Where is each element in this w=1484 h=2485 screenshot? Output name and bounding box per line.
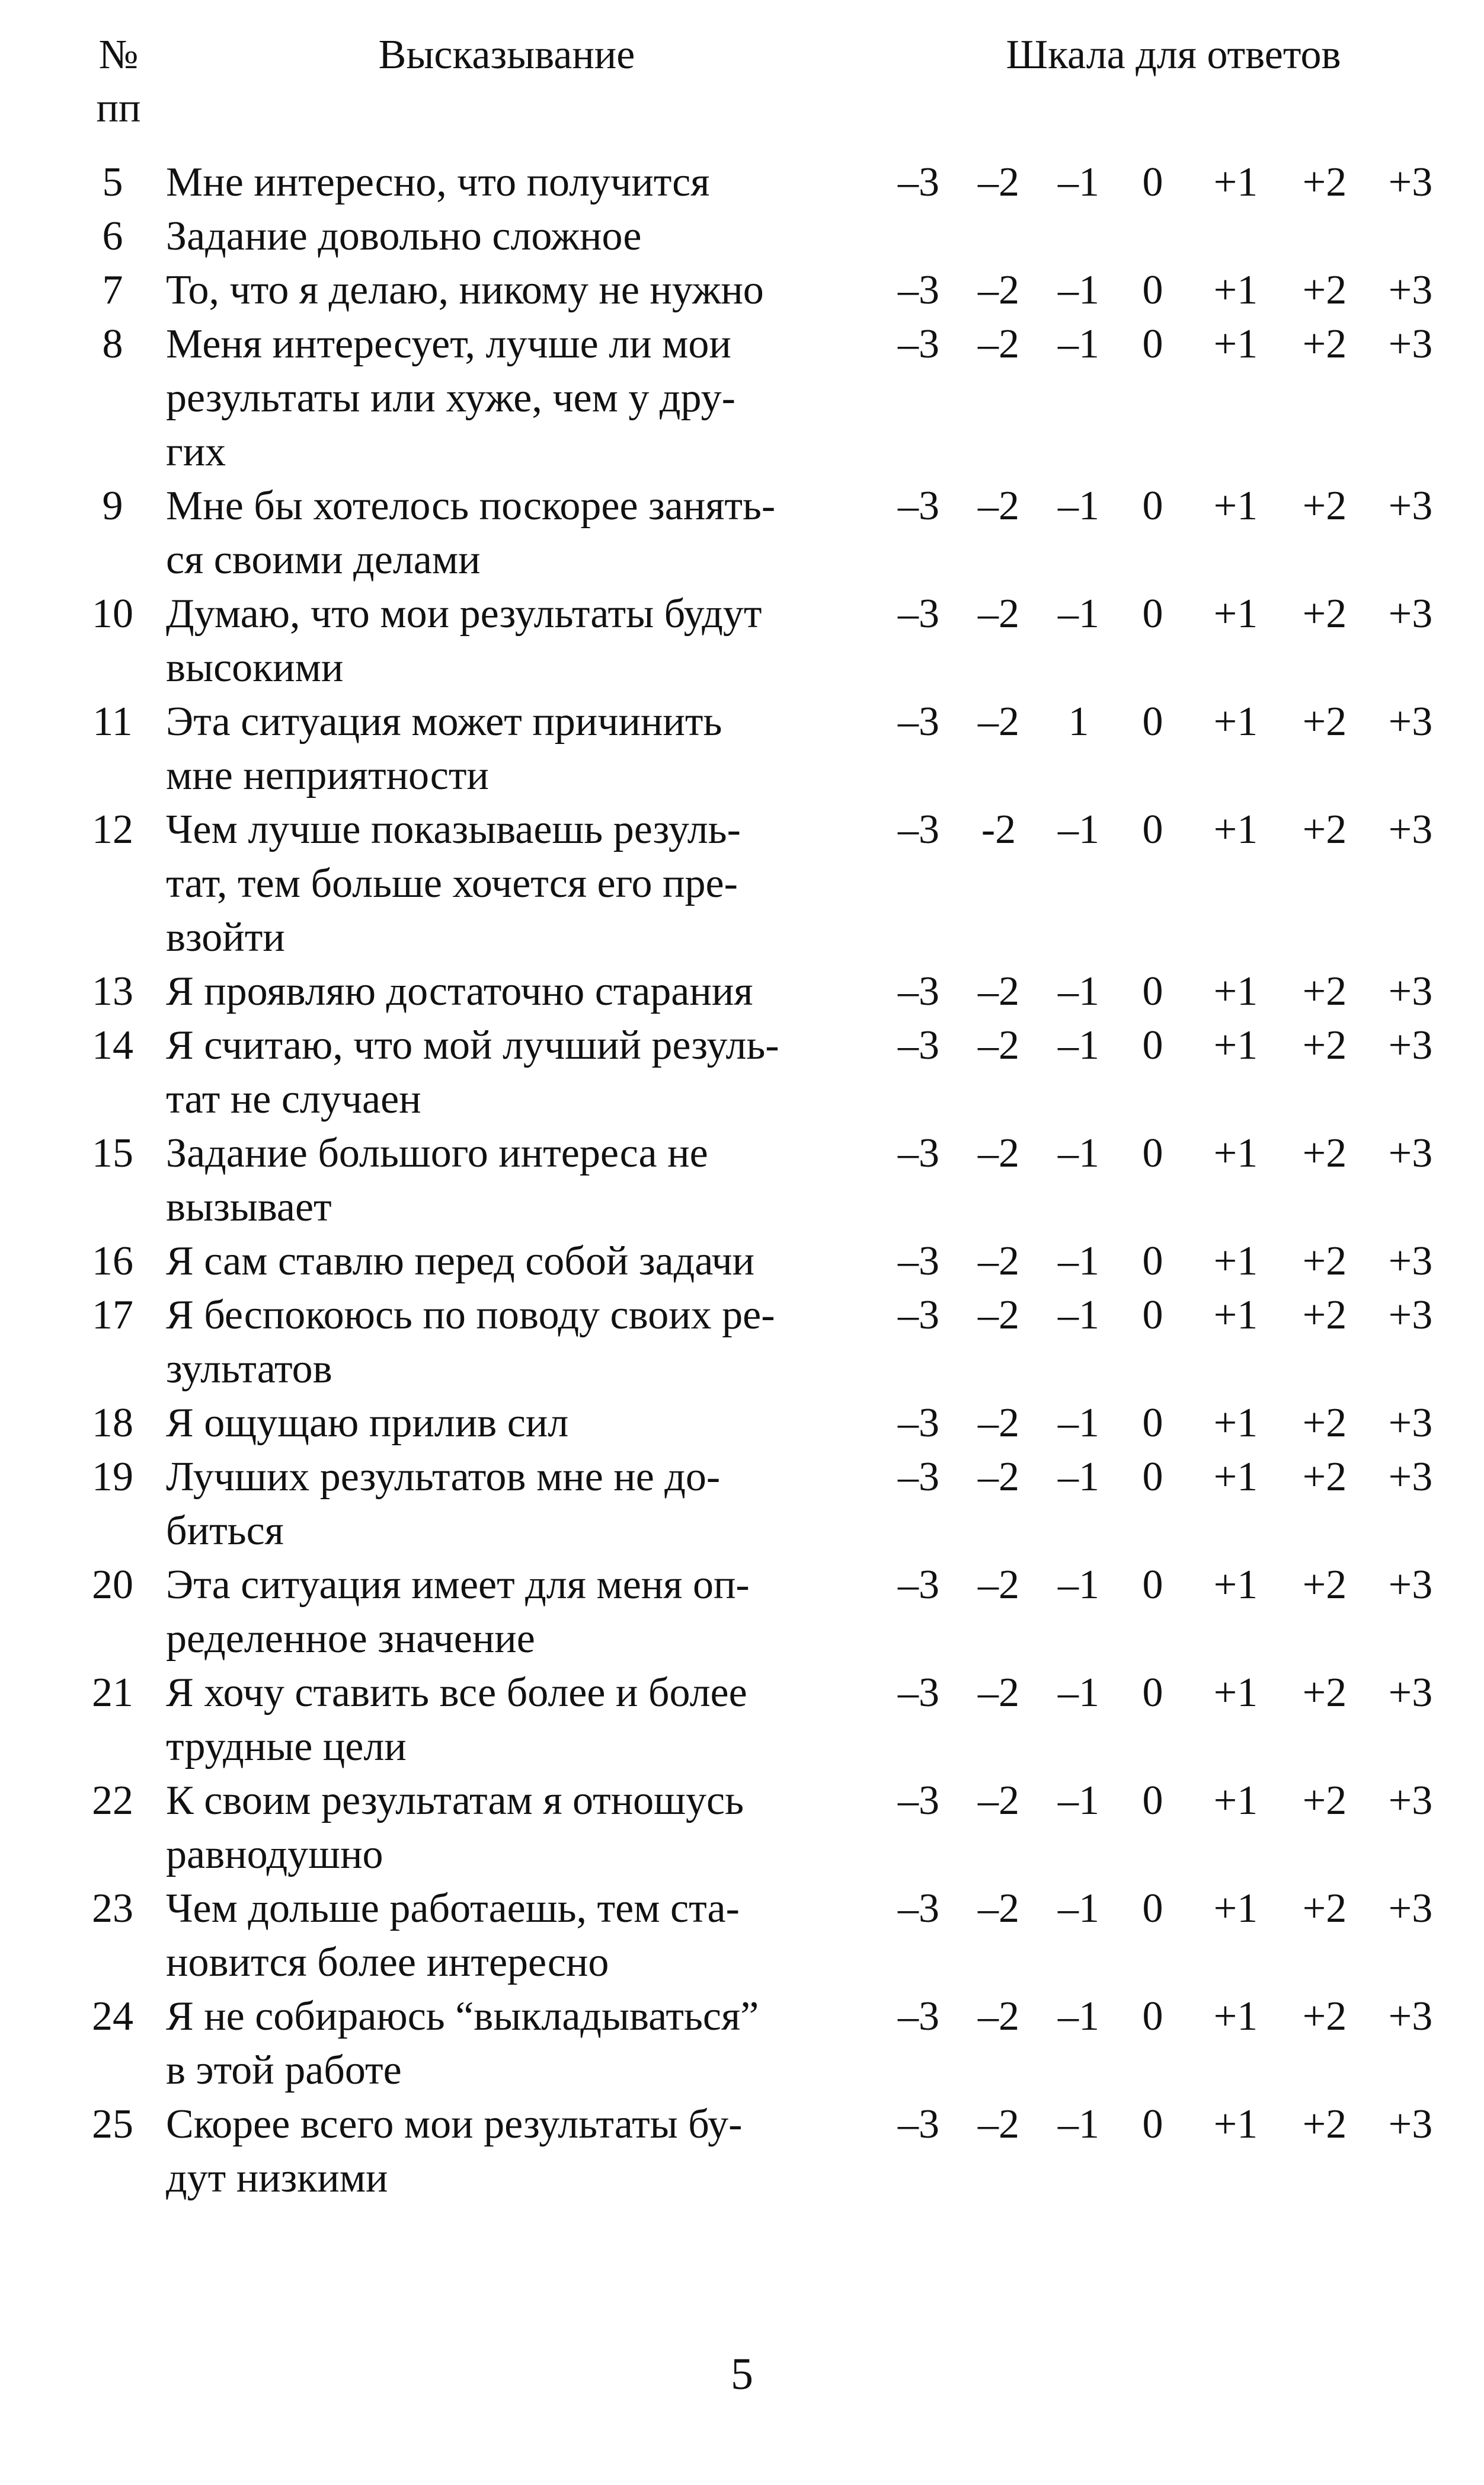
statement-text [166,479,847,587]
statement-text [166,1126,847,1234]
scale-value[interactable]: 0 [1142,807,1163,852]
response-scale [898,263,1440,317]
statement-line: Скорее всего мои результаты бу- [166,2101,743,2147]
scale-value[interactable]: –1 [1058,969,1099,1014]
statement-row [0,1018,1484,1126]
statement-line: Эта ситуация имеет для меня оп- [166,1562,750,1608]
scale-value[interactable]: –2 [978,1023,1019,1068]
scale-value[interactable]: +2 [1302,2101,1347,2147]
statement-line: результаты или хуже, чем у дру- [166,375,735,421]
response-scale [898,587,1440,641]
statement-line: Я ощущаю прилив сил [166,1400,569,1446]
scale-value[interactable]: +3 [1388,1778,1433,1823]
statement-line: биться [166,1508,284,1554]
statement-number: 15 [92,1130,133,1176]
scale-value[interactable]: –3 [898,1886,939,1931]
scale-value[interactable]: –3 [898,1400,939,1446]
scale-value[interactable]: –3 [898,267,939,313]
statement-line: взойти [166,915,285,960]
scale-value[interactable]: 0 [1142,591,1163,637]
scale-value[interactable]: +1 [1213,1670,1258,1716]
scale-value[interactable]: –1 [1058,1238,1099,1284]
response-scale [898,479,1440,533]
scale-value[interactable]: –2 [978,321,1019,367]
scale-value[interactable]: –1 [1058,483,1099,529]
scale-value[interactable]: 0 [1142,267,1163,313]
scale-value[interactable]: +2 [1302,1130,1347,1176]
statement-text [166,695,847,803]
statement-line: Мне интересно, что получится [166,159,710,205]
statement-text [166,1234,847,1288]
scale-value[interactable]: 0 [1142,1994,1163,2039]
statement-row [0,479,1484,587]
scale-value[interactable]: –1 [1058,1292,1099,1338]
scale-value[interactable]: –1 [1058,1454,1099,1500]
statement-line: Меня интересует, лучше ли мои [166,321,731,367]
scale-value[interactable]: +2 [1302,1562,1347,1608]
scale-value[interactable]: +1 [1213,159,1258,205]
scale-value[interactable]: +3 [1388,699,1433,745]
scale-value[interactable]: -2 [981,807,1016,852]
statement-line: гих [166,429,226,475]
scale-value[interactable]: +3 [1388,321,1433,367]
scale-value[interactable]: 0 [1142,1778,1163,1823]
response-scale [898,155,1440,209]
scale-value[interactable]: –3 [898,1023,939,1068]
statement-number: 9 [102,483,123,529]
statement-text [166,2097,847,2205]
statement-number: 22 [92,1778,133,1823]
scale-value[interactable]: +2 [1302,807,1347,852]
scale-value[interactable]: +1 [1213,1238,1258,1284]
scale-value[interactable]: –1 [1058,591,1099,637]
response-scale [898,803,1440,857]
statement-row [0,1396,1484,1450]
scale-value[interactable]: –1 [1058,1994,1099,2039]
statement-line: ся своими делами [166,537,481,583]
scale-value[interactable]: +2 [1302,1778,1347,1823]
scale-value[interactable]: +3 [1388,1886,1433,1931]
response-scale [898,2097,1440,2151]
response-scale [898,317,1440,371]
scale-value[interactable]: –1 [1058,1670,1099,1716]
statement-number: 23 [92,1886,133,1931]
statement-line: Я беспокоюсь по поводу своих ре- [166,1292,775,1338]
statement-text [166,964,847,1018]
header-number-sublabel: пп [96,85,141,131]
statement-text [166,803,847,964]
statement-text [166,587,847,695]
scale-value[interactable]: +1 [1213,267,1258,313]
response-scale [898,964,1440,1018]
scale-value[interactable]: +2 [1302,1238,1347,1284]
scale-value[interactable]: –3 [898,1562,939,1608]
statement-number: 12 [92,807,133,852]
scale-value[interactable]: +3 [1388,1238,1433,1284]
scale-value[interactable]: +1 [1213,1130,1258,1176]
statement-row [0,1234,1484,1288]
scale-value[interactable]: –1 [1058,1023,1099,1068]
statement-line: тат, тем больше хочется его пре- [166,861,738,906]
scale-value[interactable]: –2 [978,969,1019,1014]
response-scale [898,1396,1440,1450]
scale-value[interactable]: 0 [1142,321,1163,367]
statement-line: Я сам ставлю перед собой задачи [166,1238,755,1284]
response-scale [898,695,1440,749]
response-scale [898,1989,1440,2043]
statement-line: трудные цели [166,1724,407,1769]
statement-line: дут низкими [166,2155,388,2201]
statement-number: 19 [92,1454,133,1500]
scale-value[interactable]: –3 [898,591,939,637]
statement-line: новится более интересно [166,1940,609,1985]
scale-value[interactable]: –1 [1058,1886,1099,1931]
header-scale-label: Шкала для ответов [1006,32,1341,78]
scale-value[interactable]: –3 [898,159,939,205]
scale-value[interactable]: –2 [978,2101,1019,2147]
scale-value[interactable]: +2 [1302,1886,1347,1931]
scale-value[interactable]: –3 [898,1454,939,1500]
statement-number: 6 [102,213,123,259]
scale-value[interactable]: –2 [978,699,1019,745]
scale-value[interactable]: +3 [1388,1670,1433,1716]
statement-row [0,695,1484,803]
statement-text [166,1018,847,1126]
scale-value[interactable]: –2 [978,1994,1019,2039]
statement-row [0,209,1484,263]
scale-value[interactable]: –1 [1058,1130,1099,1176]
scale-value[interactable]: +2 [1302,591,1347,637]
header-number-column [83,28,154,135]
scale-value[interactable]: +1 [1213,1400,1258,1446]
response-scale [898,1666,1440,1720]
statement-row [0,263,1484,317]
scale-value[interactable]: +2 [1302,699,1347,745]
statement-row [0,1126,1484,1234]
scale-value[interactable]: +3 [1388,1562,1433,1608]
scale-value[interactable]: +1 [1213,1454,1258,1500]
scale-value[interactable]: +1 [1213,969,1258,1014]
scale-value[interactable]: –1 [1058,159,1099,205]
statement-number: 8 [102,321,123,367]
response-scale [898,1450,1440,1504]
statement-line: То, что я делаю, никому не нужно [166,267,764,313]
scale-value[interactable]: –3 [898,1778,939,1823]
statement-row [0,317,1484,479]
response-scale [898,1018,1440,1072]
scale-value[interactable]: –2 [978,159,1019,205]
scale-value[interactable]: 0 [1142,159,1163,205]
scale-value[interactable]: +3 [1388,1292,1433,1338]
scale-value[interactable]: +3 [1388,159,1433,205]
statement-line: зультатов [166,1346,332,1392]
scale-value[interactable]: –2 [978,591,1019,637]
scale-value[interactable]: 0 [1142,1292,1163,1338]
scale-value[interactable]: 0 [1142,1886,1163,1931]
scale-value[interactable]: –2 [978,1562,1019,1608]
statement-text [166,317,847,479]
scale-value[interactable]: 0 [1142,1023,1163,1068]
response-scale [898,1234,1440,1288]
scale-value[interactable]: –3 [898,1292,939,1338]
statement-line: Чем лучше показываешь резуль- [166,807,741,852]
scale-value[interactable]: +1 [1213,1994,1258,2039]
scale-value[interactable]: +1 [1213,321,1258,367]
statement-text [166,1450,847,1558]
scale-value[interactable]: –1 [1058,321,1099,367]
statement-text [166,1666,847,1774]
scale-value[interactable]: +1 [1213,483,1258,529]
scale-value[interactable]: 1 [1068,699,1089,745]
scale-value[interactable]: –1 [1058,1562,1099,1608]
header-number-label: № [98,32,139,78]
statement-row [0,1774,1484,1882]
scale-value[interactable]: +2 [1302,1454,1347,1500]
scale-value[interactable]: –1 [1058,267,1099,313]
statement-line: Эта ситуация может причинить [166,699,722,745]
statement-text [166,1882,847,1989]
scale-value[interactable]: +1 [1213,1292,1258,1338]
statement-row [0,155,1484,209]
statement-text [166,1396,847,1450]
statement-number: 13 [92,969,133,1014]
scale-value[interactable]: +3 [1388,969,1433,1014]
scale-value[interactable]: 0 [1142,969,1163,1014]
statement-line: мне неприятности [166,753,489,798]
scale-value[interactable]: 0 [1142,1562,1163,1608]
statement-line: тат не случаен [166,1077,421,1122]
scale-value[interactable]: –2 [978,1238,1019,1284]
page-number: 5 [731,2349,753,2399]
scale-value[interactable]: +2 [1302,1400,1347,1446]
statement-text [166,1989,847,2097]
statement-line: вызывает [166,1184,332,1230]
scale-value[interactable]: 0 [1142,1670,1163,1716]
scale-value[interactable]: +1 [1213,1778,1258,1823]
statement-text [166,1558,847,1666]
scale-value[interactable]: +1 [1213,807,1258,852]
statement-line: Я считаю, что мой лучший резуль- [166,1023,779,1068]
scale-value[interactable]: –3 [898,807,939,852]
scale-value[interactable]: +1 [1213,1886,1258,1931]
scale-value[interactable]: +3 [1388,2101,1433,2147]
scale-value[interactable]: –3 [898,321,939,367]
statement-row [0,964,1484,1018]
scale-value[interactable]: 0 [1142,1454,1163,1500]
statement-row [0,1558,1484,1666]
response-scale [898,1126,1440,1180]
statement-line: Задание большого интереса не [166,1130,708,1176]
scale-value[interactable]: +2 [1302,267,1347,313]
response-scale [898,1882,1440,1935]
scale-value[interactable]: –3 [898,1238,939,1284]
scale-value[interactable]: –3 [898,2101,939,2147]
scale-value[interactable]: –2 [978,1130,1019,1176]
scale-value[interactable]: +3 [1388,1130,1433,1176]
statement-line: Задание довольно сложное [166,213,642,259]
scale-value[interactable]: –2 [978,1886,1019,1931]
scale-value[interactable]: +1 [1213,1562,1258,1608]
statement-list [0,155,1484,2205]
response-scale [898,1558,1440,1612]
scale-value[interactable]: +3 [1388,807,1433,852]
scale-value[interactable]: +2 [1302,1994,1347,2039]
scale-value[interactable]: –1 [1058,1400,1099,1446]
statement-row [0,587,1484,695]
statement-row [0,1989,1484,2097]
scale-value[interactable]: 0 [1142,1130,1163,1176]
header-statement-label: Высказывание [378,32,635,78]
statement-number: 16 [92,1238,133,1284]
scale-value[interactable]: –1 [1058,807,1099,852]
scale-value[interactable]: +1 [1213,1023,1258,1068]
statement-line: Думаю, что мои результаты будут [166,591,762,637]
scale-value[interactable]: +3 [1388,267,1433,313]
statement-line: Лучших результатов мне не до- [166,1454,721,1500]
statement-line: Я проявляю достаточно старания [166,969,753,1014]
statement-number: 21 [92,1670,133,1716]
statement-line: равнодушно [166,1832,383,1877]
scale-value[interactable]: 0 [1142,1238,1163,1284]
scale-value[interactable]: 0 [1142,483,1163,529]
scale-value[interactable]: +2 [1302,1023,1347,1068]
scale-value[interactable]: 0 [1142,1400,1163,1446]
scale-value[interactable]: 0 [1142,2101,1163,2147]
statement-number: 25 [92,2101,133,2147]
statement-text [166,1288,847,1396]
statement-number: 14 [92,1023,133,1068]
scale-value[interactable]: +3 [1388,1400,1433,1446]
scale-value[interactable]: –2 [978,1778,1019,1823]
table-header [0,28,1484,147]
scale-value[interactable]: +1 [1213,591,1258,637]
statement-line: в этой работе [166,2048,402,2093]
scale-value[interactable]: +2 [1302,1292,1347,1338]
scale-value[interactable]: –2 [978,1454,1019,1500]
statement-line: Мне бы хотелось поскорее занять- [166,483,776,529]
scale-value[interactable]: +2 [1302,1670,1347,1716]
scale-value[interactable]: +3 [1388,1023,1433,1068]
statement-row [0,1882,1484,1989]
statement-text [166,1774,847,1882]
statement-line: Я не собираюсь “выкладываться” [166,1994,759,2039]
statement-number: 7 [102,267,123,313]
scale-value[interactable]: 0 [1142,699,1163,745]
statement-number: 17 [92,1292,133,1338]
scale-value[interactable]: –3 [898,483,939,529]
statement-text [166,155,847,209]
statement-number: 18 [92,1400,133,1446]
scale-value[interactable]: +3 [1388,483,1433,529]
statement-number: 20 [92,1562,133,1608]
scale-value[interactable]: +3 [1388,1454,1433,1500]
statement-line: высокими [166,645,344,691]
statement-number: 5 [102,159,123,205]
scale-value[interactable]: +2 [1302,483,1347,529]
statement-line: К своим результатам я отношусь [166,1778,744,1823]
response-scale [898,1774,1440,1828]
statement-line: Я хочу ставить все более и более [166,1670,747,1716]
statement-row [0,803,1484,964]
statement-line: ределенное значение [166,1616,535,1662]
statement-row [0,1666,1484,1774]
scale-value[interactable]: –3 [898,969,939,1014]
statement-number: 10 [92,591,133,637]
scale-value[interactable]: –2 [978,267,1019,313]
scale-value[interactable]: +1 [1213,699,1258,745]
scale-value[interactable]: –1 [1058,1778,1099,1823]
scale-value[interactable]: –2 [978,1292,1019,1338]
scale-value[interactable]: +2 [1302,159,1347,205]
scale-value[interactable]: –3 [898,1670,939,1716]
scale-value[interactable]: –2 [978,483,1019,529]
statement-row [0,1288,1484,1396]
statement-number: 24 [92,1994,133,2039]
statement-row [0,2097,1484,2205]
scale-value[interactable]: +2 [1302,969,1347,1014]
statement-number: 11 [92,699,133,745]
statement-text [166,263,847,317]
scale-value[interactable]: –3 [898,699,939,745]
scale-value[interactable]: –2 [978,1400,1019,1446]
scale-value[interactable]: –2 [978,1670,1019,1716]
response-scale [898,1288,1440,1342]
scale-value[interactable]: +3 [1388,1994,1433,2039]
statement-row [0,1450,1484,1558]
scale-value[interactable]: –3 [898,1130,939,1176]
statement-line: Чем дольше работаешь, тем ста- [166,1886,740,1931]
statement-text [166,209,847,263]
scale-value[interactable]: –1 [1058,2101,1099,2147]
scale-value[interactable]: +2 [1302,321,1347,367]
scale-value[interactable]: +1 [1213,2101,1258,2147]
scale-value[interactable]: +3 [1388,591,1433,637]
scale-value[interactable]: –3 [898,1994,939,2039]
